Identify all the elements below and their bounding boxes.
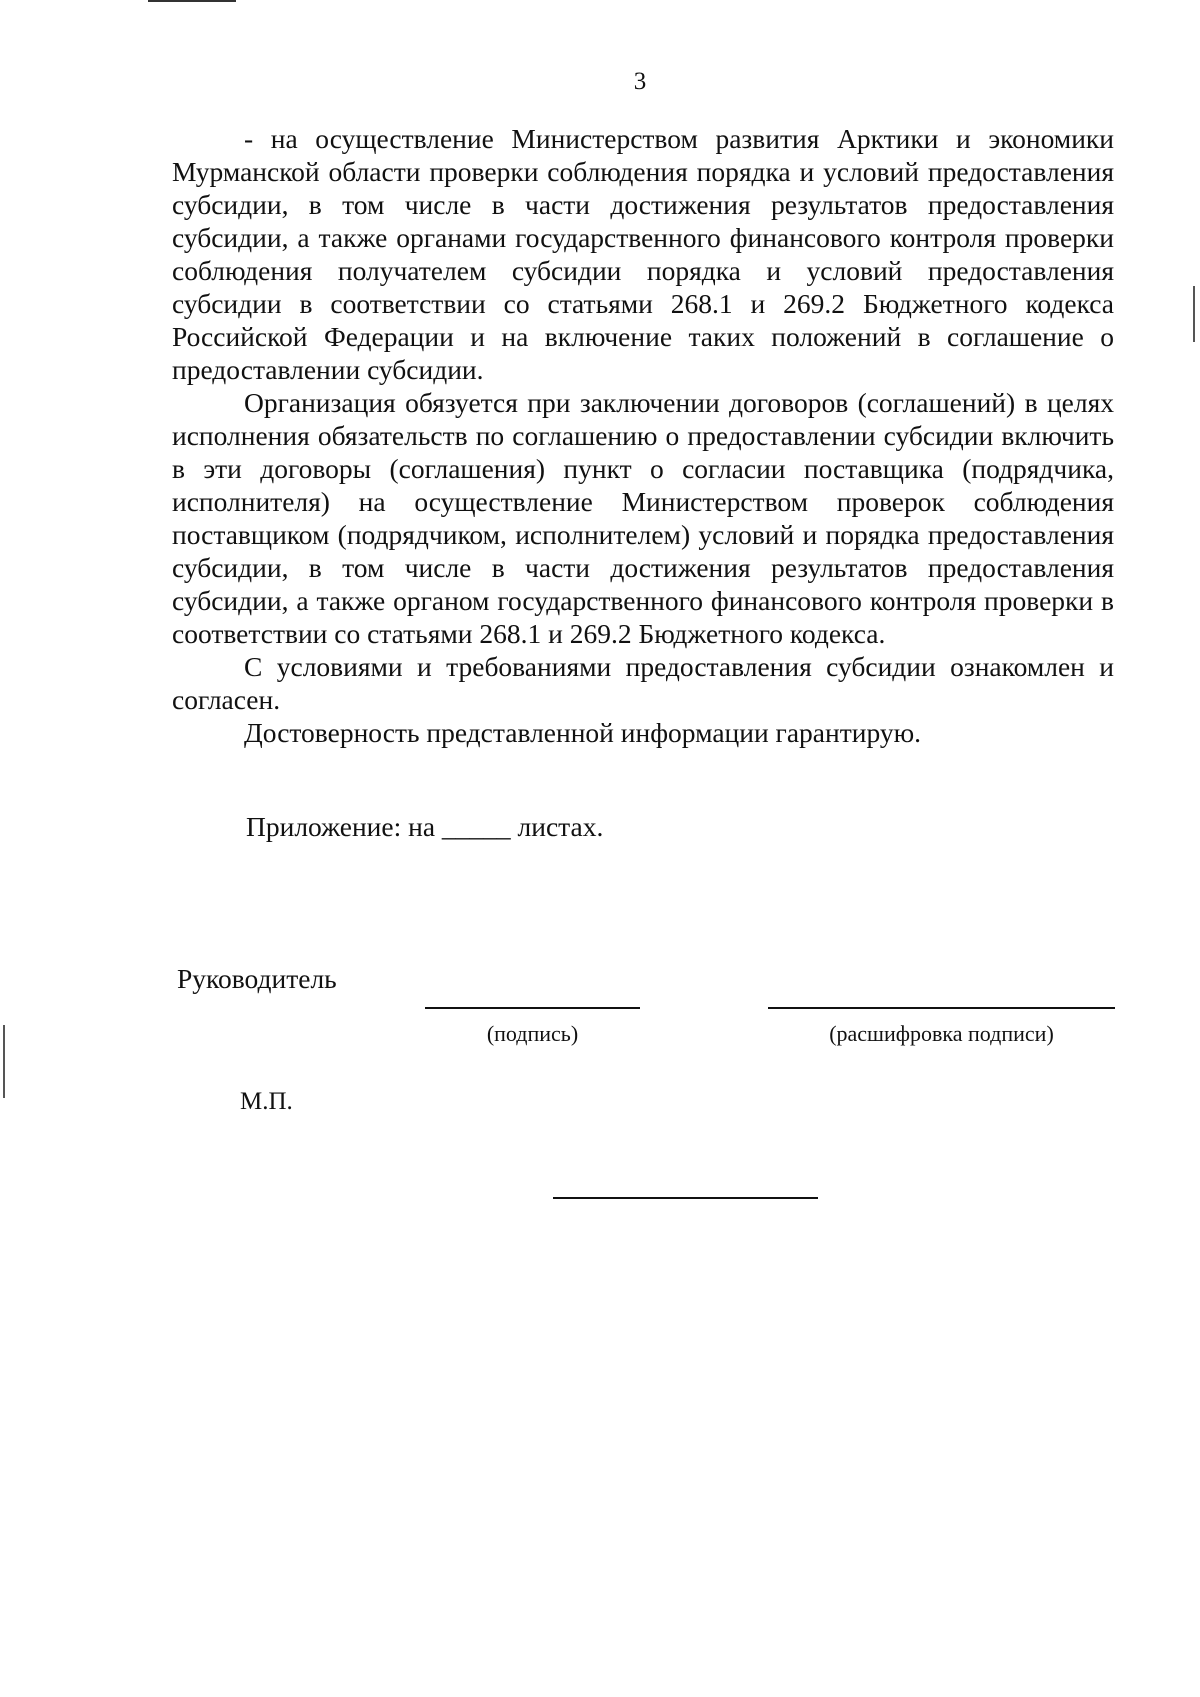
document-body	[172, 122, 1114, 749]
scan-mark-right	[1193, 286, 1195, 342]
paragraph-reliability-guarantee: Достоверность представленной информации гарантирую.	[244, 717, 921, 748]
signature-line	[425, 1007, 640, 1009]
scan-mark-left	[3, 1025, 5, 1098]
name-decoding-caption: (расшифровка подписи)	[829, 1021, 1054, 1046]
appendix-line: Приложение: на _____ листах.	[246, 811, 604, 842]
paragraph-conditions-agreement: С условиями и требованиями предоставления субсидии ознакомлен и согласен.	[172, 651, 1114, 715]
top-edge-rule	[148, 0, 236, 2]
document-end-rule	[553, 1197, 818, 1199]
page-number: 3	[633, 68, 647, 95]
name-decoding-line	[768, 1007, 1115, 1009]
paragraph-consent-checks: - на осуществление Министерством развития Арктики и экономики Мурманской области проверки соблюдения порядка и условий предоставления субсидии, в том числе в части достижения результатов предоставления субсидии, а также органами государственного финансового контроля проверки соблюдения получателем субсидии порядка и условий предоставления субсидии в соответствии со статьями 268.1 и 269.2 Бюджетного кодекса Российской Федерации и на включение таких положений в соглашение о предоставлении субсидии.	[172, 123, 1114, 385]
stamp-place-label: М.П.	[240, 1088, 293, 1115]
signature-caption: (подпись)	[486, 1021, 579, 1046]
head-role-label: Руководитель	[177, 963, 337, 994]
paragraph-organization-obligation: Организация обязуется при заключении договоров (соглашений) в целях исполнения обязательств по соглашению о предоставлении субсидии включить в эти договоры (соглашения) пункт о согласии поставщика (подрядчика, исполнителя) на осуществление Министерством проверок соблюдения поставщиком (подрядчиком, исполнителем) условий и порядка предоставления субсидии, в том числе в части достижения результатов предоставления субсидии, а также органом государственного финансового контроля проверки в соответствии со статьями 268.1 и 269.2 Бюджетного кодекса.	[172, 387, 1114, 649]
